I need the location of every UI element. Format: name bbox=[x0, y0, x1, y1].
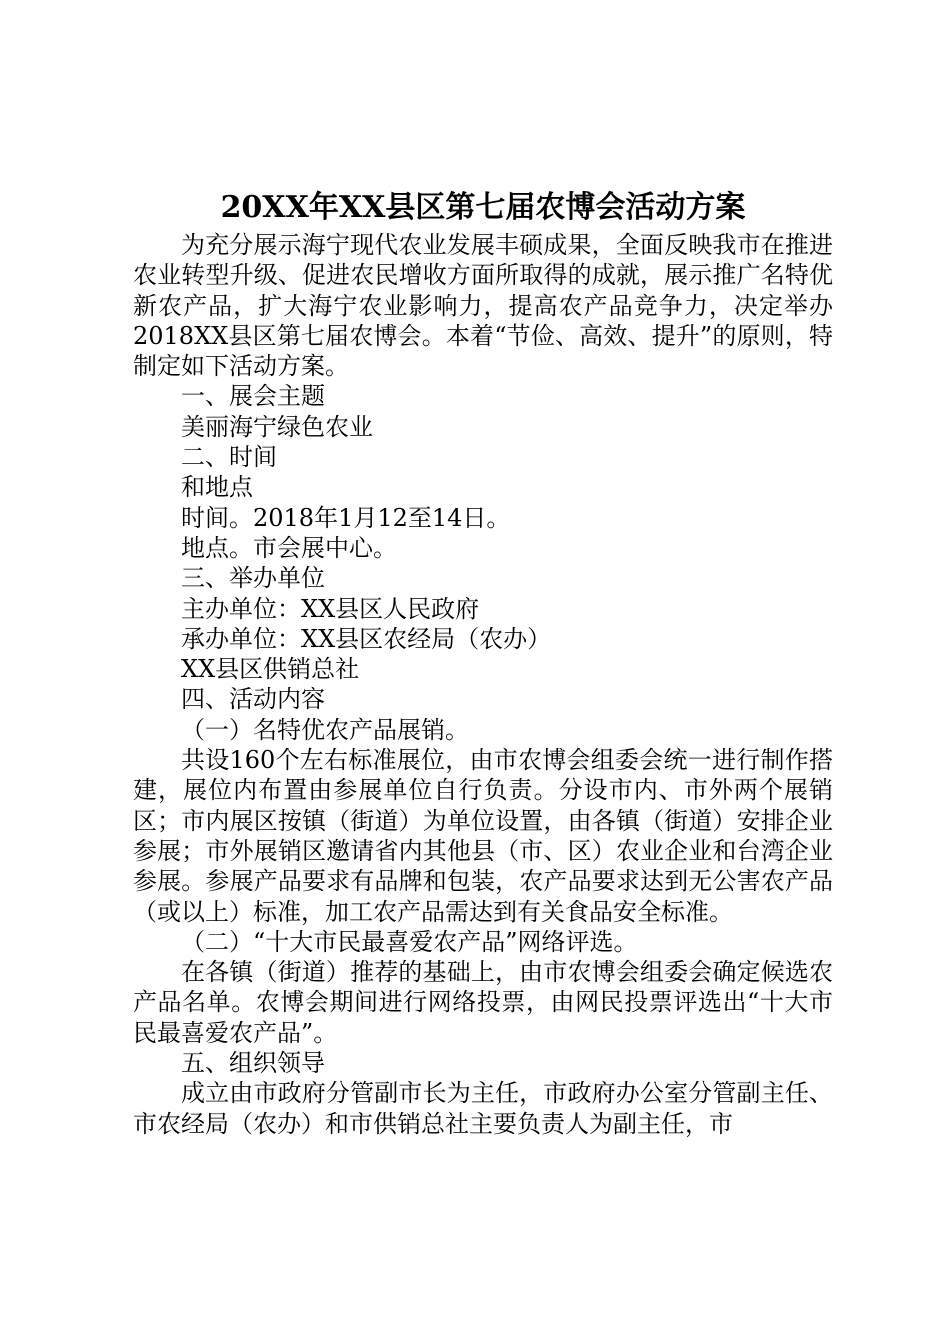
leadership-paragraph: 成立由市政府分管副市长为主任，市政府办公室分管副主任、市农经局（农办）和市供销总社主要负责人为副主任，市 bbox=[133, 1079, 833, 1138]
organizer-unit-text: 承办单位：XX县区农经局（农办） bbox=[181, 624, 552, 653]
host-unit-text: 主办单位：XX县区人民政府 bbox=[181, 594, 480, 623]
subsection-heading-exhibition: （一）名特优农产品展销。 bbox=[181, 715, 469, 744]
document-page bbox=[133, 186, 833, 1139]
section-heading-place: 和地点 bbox=[181, 473, 253, 502]
section-heading-leadership: 五、组织领导 bbox=[181, 1049, 325, 1078]
time-text: 时间。2018年1月12至14日。 bbox=[181, 503, 511, 532]
document-title: 20XX年XX县区第七届农博会活动方案 bbox=[220, 190, 746, 225]
section-heading-time: 二、时间 bbox=[181, 443, 277, 472]
online-vote-paragraph: 在各镇（街道）推荐的基础上，由市农博会组委会确定候选农产品名单。农博会期间进行网络投票，由网民投票评选出“十大市民最喜爱农产品”。 bbox=[133, 958, 833, 1047]
section-heading-activities: 四、活动内容 bbox=[181, 685, 325, 714]
co-organizer-unit-text: XX县区供销总社 bbox=[181, 655, 360, 684]
place-text: 地点。市会展中心。 bbox=[181, 533, 397, 562]
intro-paragraph: 为充分展示海宁现代农业发展丰硕成果，全面反映我市在推进农业转型升级、促进农民增收方面所取得的成就，展示推广名特优新农产品，扩大海宁农业影响力，提高农产品竞争力，决定举办2018XX县区第七届农博会。本着“节俭、高效、提升”的原则，特制定如下活动方案。 bbox=[133, 231, 833, 381]
exhibition-paragraph: 共设160个左右标准展位，由市农博会组委会统一进行制作搭建，展位内布置由参展单位自行负责。分设市内、市外两个展销区；市内展区按镇（街道）为单位设置，由各镇（街道）安排企业参展；市外展销区邀请省内其他县（市、区）农业企业和台湾企业参展。参展产品要求有品牌和包装，农产品要求达到无公害农产品（或以上）标准，加工农产品需达到有关食品安全标准。 bbox=[133, 746, 833, 926]
section-heading-organizers: 三、举办单位 bbox=[181, 564, 325, 593]
subsection-heading-online-vote: （二）“十大市民最喜爱农产品”网络评选。 bbox=[181, 927, 638, 956]
section-heading-theme: 一、展会主题 bbox=[181, 382, 325, 411]
document-body bbox=[133, 230, 833, 1139]
theme-text: 美丽海宁绿色农业 bbox=[181, 412, 373, 441]
